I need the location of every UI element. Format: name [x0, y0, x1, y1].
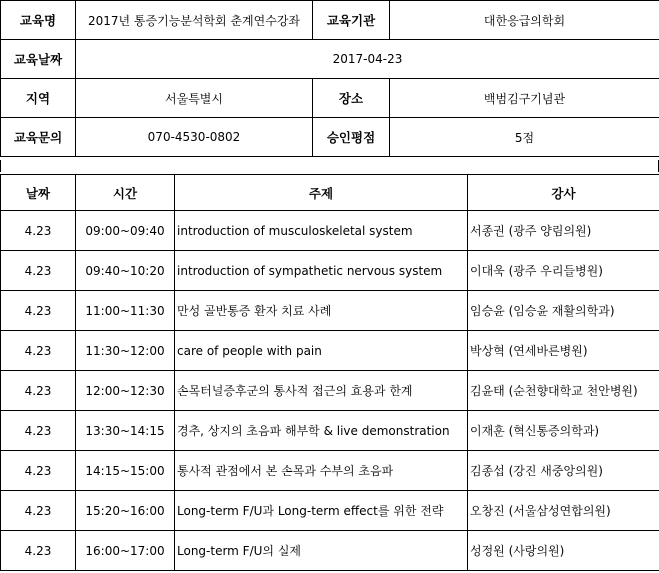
row-topic: 통사적 관점에서 본 손목과 수부의 초음파: [175, 451, 468, 491]
date-value: 2017-04-23: [76, 40, 659, 79]
row-speaker: 임승윤 (임승윤 재활의학과): [468, 291, 659, 331]
credits-label: 승인평점: [313, 118, 390, 157]
table-row: [1, 211, 659, 251]
row-date: 4.23: [1, 371, 76, 411]
row-speaker: 김윤태 (순천향대학교 천안병원): [468, 371, 659, 411]
row-time: 16:00~17:00: [76, 531, 175, 571]
row-date: 4.23: [1, 211, 76, 251]
header-speaker: 강사: [468, 175, 659, 211]
header-topic: 주제: [175, 175, 468, 211]
row-topic: Long-term F/U의 실제: [175, 531, 468, 571]
row-speaker: 이대욱 (광주 우리들병원): [468, 251, 659, 291]
info-row-location: [1, 79, 659, 118]
institution-label: 교육기관: [313, 1, 390, 40]
schedule-table: [0, 174, 659, 571]
table-row: [1, 531, 659, 571]
row-speaker: 오창진 (서울삼성연합의원): [468, 491, 659, 531]
table-row: [1, 371, 659, 411]
contact-label: 교육문의: [1, 118, 76, 157]
row-date: 4.23: [1, 531, 76, 571]
table-row: [1, 331, 659, 371]
venue-value: 백범김구기념관: [390, 79, 659, 118]
row-topic: care of people with pain: [175, 331, 468, 371]
course-info-table: [0, 0, 659, 157]
schedule-header-row: [1, 175, 659, 211]
row-date: 4.23: [1, 411, 76, 451]
table-row: [1, 411, 659, 451]
table-spacer: [0, 160, 659, 172]
row-time: 09:40~10:20: [76, 251, 175, 291]
info-row-date: [1, 40, 659, 79]
row-topic: 손목터널증후군의 통사적 접근의 효용과 한계: [175, 371, 468, 411]
row-date: 4.23: [1, 451, 76, 491]
institution-value: 대한응급의학회: [390, 1, 659, 40]
row-topic: 경추, 상지의 초음파 해부학 & live demonstration: [175, 411, 468, 451]
row-time: 14:15~15:00: [76, 451, 175, 491]
region-value: 서울특별시: [76, 79, 313, 118]
row-topic: Long-term F/U과 Long-term effect를 위한 전략: [175, 491, 468, 531]
row-speaker: 박상혁 (연세바른병원): [468, 331, 659, 371]
row-time: 09:00~09:40: [76, 211, 175, 251]
row-date: 4.23: [1, 331, 76, 371]
venue-label: 장소: [313, 79, 390, 118]
table-row: [1, 291, 659, 331]
row-time: 11:00~11:30: [76, 291, 175, 331]
row-date: 4.23: [1, 291, 76, 331]
header-date: 날짜: [1, 175, 76, 211]
row-speaker: 서종권 (광주 양림의원): [468, 211, 659, 251]
row-date: 4.23: [1, 491, 76, 531]
region-label: 지역: [1, 79, 76, 118]
row-time: 15:20~16:00: [76, 491, 175, 531]
info-row-course: [1, 1, 659, 40]
row-topic: introduction of musculoskeletal system: [175, 211, 468, 251]
credits-value: 5점: [390, 118, 659, 157]
row-topic: 만성 골반통증 환자 치료 사례: [175, 291, 468, 331]
row-speaker: 성정원 (사랑의원): [468, 531, 659, 571]
table-row: [1, 451, 659, 491]
row-speaker: 이재훈 (혁신통증의학과): [468, 411, 659, 451]
table-row: [1, 251, 659, 291]
table-row: [1, 491, 659, 531]
row-date: 4.23: [1, 251, 76, 291]
row-speaker: 김종섭 (강진 새중앙의원): [468, 451, 659, 491]
contact-value: 070-4530-0802: [76, 118, 313, 157]
row-time: 12:00~12:30: [76, 371, 175, 411]
course-name-label: 교육명: [1, 1, 76, 40]
course-name-value: 2017년 통증기능분석학회 춘계연수강좌: [76, 1, 313, 40]
row-topic: introduction of sympathetic nervous system: [175, 251, 468, 291]
row-time: 13:30~14:15: [76, 411, 175, 451]
date-label: 교육날짜: [1, 40, 76, 79]
info-row-contact: [1, 118, 659, 157]
header-time: 시간: [76, 175, 175, 211]
row-time: 11:30~12:00: [76, 331, 175, 371]
